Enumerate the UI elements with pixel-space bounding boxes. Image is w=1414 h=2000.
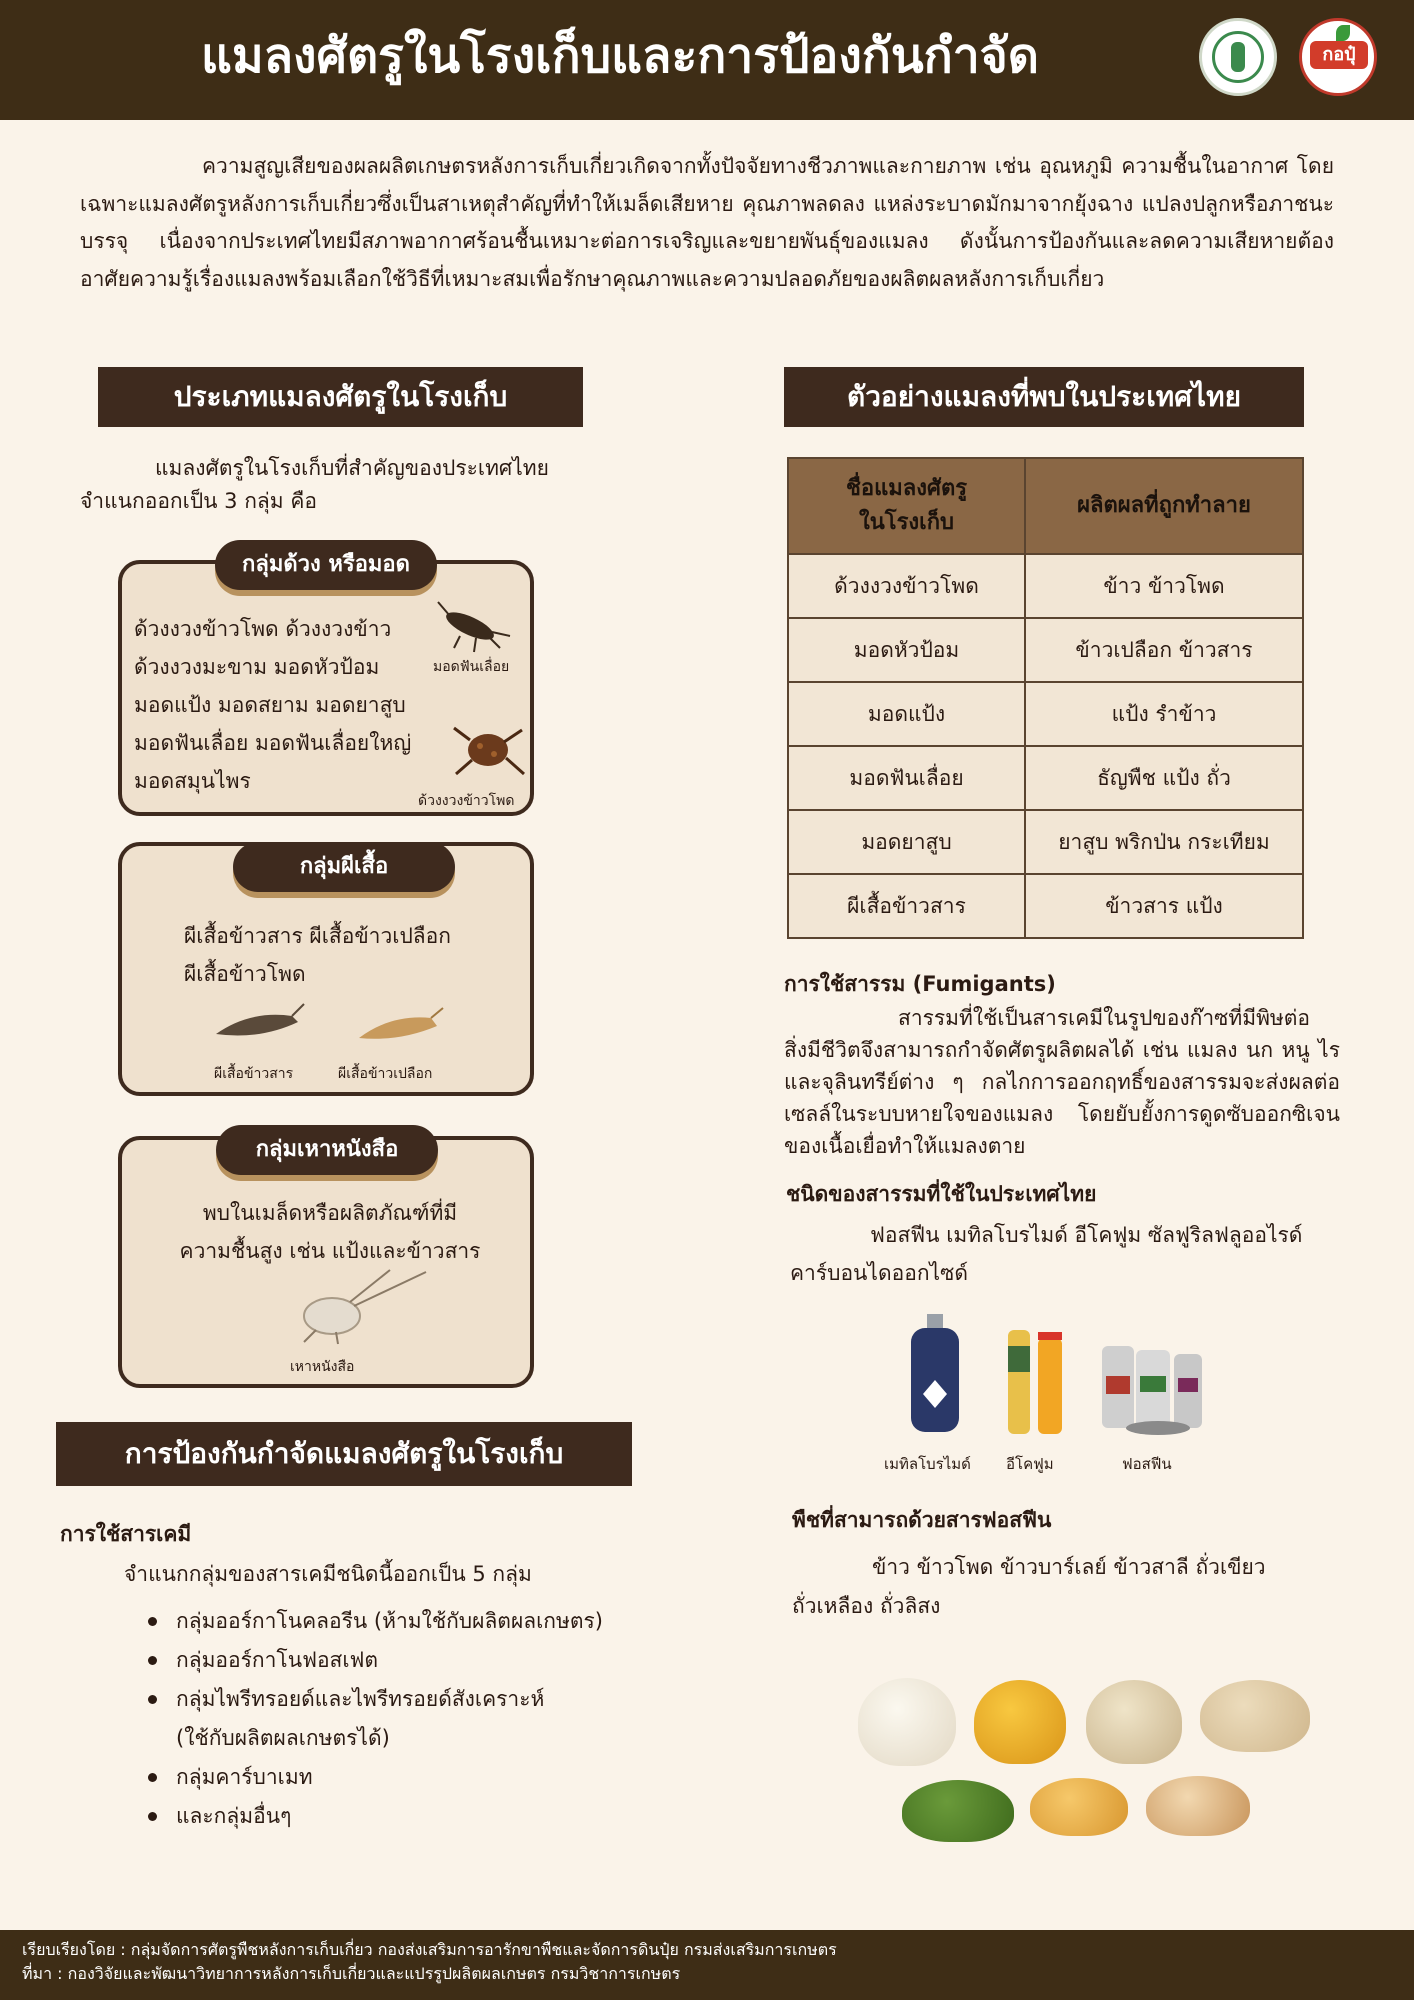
doa-logo [1199, 18, 1277, 96]
list-item: กลุ่มคาร์บาเมท [148, 1758, 603, 1797]
chemical-intro: จำแนกกลุ่มของสารเคมีชนิดนี้ออกเป็น 5 กลุ่ม [124, 1562, 532, 1586]
list-item: ผีเสื้อข้าวสาร ผีเสื้อข้าวเปลือก [184, 924, 451, 948]
booklice-group-list [150, 1194, 510, 1270]
booklice-group-title: กลุ่มเหาหนังสือ [216, 1125, 438, 1175]
footer-compiled-by: เรียบเรียงโดย : กลุ่มจัดการศัตรูพืชหลังการเก็บเกี่ยว กองส่งเสริมการอารักขาพืชและจัดการดินปุ๋ย กรมส่งเสริมการเกษตร [22, 1940, 837, 1959]
grain-moth-caption: ผีเสื้อข้าวเปลือก [338, 1066, 433, 1082]
moth-group-title: กลุ่มผีเสื้อ [233, 842, 455, 892]
list-item: ด้วงงวงมะขาม มอดหัวป้อม [134, 655, 380, 679]
soybean-pile-image [1030, 1778, 1128, 1836]
sawtoothed-beetle-image [430, 596, 514, 656]
agency-logo [1299, 18, 1377, 96]
rice-pile-image [858, 1678, 956, 1766]
list-item: มอดฟันเลื่อย มอดฟันเลื่อยใหญ่ [134, 731, 412, 755]
weevil-group-title: กลุ่มด้วง หรือมอด [215, 540, 437, 590]
header-bar [0, 0, 1414, 120]
prevention-section-title: การป้องกันกำจัดแมลงศัตรูในโรงเก็บ [56, 1422, 632, 1486]
phosphine-caption: ฟอสฟีน [1122, 1455, 1172, 1473]
table-row: ผีเสื้อข้าวสาร ข้าวสาร แป้ง [788, 874, 1303, 938]
weevil-group-list [134, 610, 454, 800]
list-item-continuation: (ใช้กับผลิตผลเกษตรได้) [176, 1726, 390, 1750]
page-title: แมลงศัตรูในโรงเก็บและการป้องกันกำจัด [201, 28, 1039, 84]
agency-logo-text: กอปุ๋ [1310, 41, 1368, 69]
barley-pile-image [1086, 1680, 1182, 1764]
chemical-heading: การใช้สารเคมี [60, 1522, 192, 1546]
ecofume-cylinder-image [1004, 1316, 1066, 1436]
fumigable-crops-text: ข้าว ข้าวโพด ข้าวบาร์เลย์ ข้าวสาลี ถั่วเขียว ถั่วเหลือง ถั่วลิสง [792, 1555, 1266, 1618]
pest-table [787, 457, 1304, 939]
list-item: กลุ่มไพรีทรอยด์และไพรีทรอยด์สังเคราะห์ [148, 1680, 603, 1719]
fumigant-heading: การใช้สารรม (Fumigants) [784, 972, 1056, 996]
table-row: มอดหัวป้อม ข้าวเปลือก ข้าวสาร [788, 618, 1303, 682]
corn-pile-image [974, 1680, 1066, 1764]
types-line-2: จำแนกออกเป็น 3 กลุ่ม คือ [80, 489, 317, 513]
table-row: ด้วงงวงข้าวโพด ข้าว ข้าวโพด [788, 554, 1303, 618]
list-item: และกลุ่มอื่นๆ [148, 1797, 603, 1836]
mungbean-pile-image [902, 1780, 1014, 1842]
intro-paragraph: ความสูญเสียของผลผลิตเกษตรหลังการเก็บเกี่ยวเกิดจากทั้งปัจจัยทางชีวภาพและกายภาพ เช่น อุณหภูมิ ความชื้นในอากาศ โดยเฉพาะแมลงศัตรูหลังการเก็บเกี่ยวซึ่งเป็นสาเหตุสำคัญที่ทำให้เมล็ดเสียหาย คุณภาพลดลง แหล่งระบาดมักมาจากยุ้งฉาง แปลงปลูกหรือภาชนะบรรจุ เนื่องจากประเทศไทยมีสภาพอากาศร้อนชื้นเหมาะต่อการเจริญและขยายพันธุ์ของแมลง ดังนั้นการป้องกันและลดความเสียหายต้องอาศัยความรู้เรื่องแมลงพร้อมเลือกใช้วิธีที่เหมาะสมเพื่อรักษาคุณภาพและความปลอดภัยของผลิตผลหลังการเก็บเกี่ยว [80, 154, 1334, 291]
footer-bar [0, 1930, 1414, 2000]
types-line-1: แมลงศัตรูในโรงเก็บที่สำคัญของประเทศไทย [155, 456, 549, 480]
list-item: มอดแป้ง มอดสยาม มอดยาสูบ [134, 693, 406, 717]
fumigant-types-text: ฟอสฟีน เมทิลโบรไมด์ อีโคฟูม ซัลฟูริลฟลูออไรด์ คาร์บอนไดออกไซด์ [790, 1223, 1303, 1285]
list-item: กลุ่มออร์กาโนฟอสเฟต [148, 1641, 603, 1680]
list-item: ด้วงงวงข้าวโพด ด้วงงวงข้าว [134, 617, 392, 641]
fumigant-text: สารรมที่ใช้เป็นสารเคมีในรูปของก๊าซที่มีพิษต่อ สิ่งมีชีวิตจึงสามารถกำจัดศัตรูผลิตผลได้ เช่น แมลง นก หนู ไร และจุลินทรีย์ต่าง ๆ กลไกการออกฤทธิ์ของสารรมจะส่งผลต่อเซลล์ในระบบหายใจของแมลง โดยยับยั้งการดูดซับออกซิเจนของเนื้อเยื่อทำให้แมลงตาย [784, 1006, 1340, 1158]
list-item: กลุ่มออร์กาโนคลอรีน (ห้ามใช้กับผลิตผลเกษตร) [148, 1602, 603, 1641]
maize-weevil-caption: ด้วงงวงข้าวโพด [418, 793, 515, 809]
rice-moth-caption: ผีเสื้อข้าวสาร [214, 1066, 294, 1082]
table-row: มอดยาสูบ ยาสูบ พริกป่น กระเทียม [788, 810, 1303, 874]
list-item: มอดสมุนไพร [134, 769, 251, 793]
list-item: ผีเสื้อข้าวโพด [184, 962, 306, 986]
methyl-bromide-cylinder-image [905, 1310, 965, 1436]
moth-group-list [184, 917, 504, 993]
wheat-pile-image [1200, 1680, 1310, 1752]
table-row: มอดฟันเลื่อย ธัญพืช แป้ง ถั่ว [788, 746, 1303, 810]
col-header-product: ผลิตผลที่ถูกทำลาย [1025, 458, 1303, 554]
footer-source: ที่มา : กองวิจัยและพัฒนาวิทยาการหลังการเก็บเกี่ยวและแปรรูปผลิตผลเกษตร กรมวิชาการเกษตร [22, 1964, 681, 1983]
list-item: พบในเมล็ดหรือผลิตภัณฑ์ที่มี [202, 1201, 458, 1225]
booklouse-caption: เหาหนังสือ [290, 1359, 355, 1375]
booklouse-image [280, 1266, 430, 1346]
table-row: มอดแป้ง แป้ง รำข้าว [788, 682, 1303, 746]
examples-section-title: ตัวอย่างแมลงที่พบในประเทศไทย [784, 367, 1304, 427]
grain-moth-image [355, 1000, 445, 1050]
maize-weevil-image [446, 718, 530, 782]
ecofume-caption: อีโคฟูม [1006, 1455, 1054, 1473]
fumigable-crops-heading: พืชที่สามารถด้วยสารฟอสฟีน [792, 1508, 1052, 1532]
col-header-pest: ชื่อแมลงศัตรู ในโรงเก็บ [788, 458, 1025, 554]
chemical-group-list [148, 1602, 603, 1836]
peanut-pile-image [1146, 1776, 1250, 1836]
methyl-bromide-caption: เมทิลโบรไมด์ [884, 1455, 971, 1473]
list-item: ความชื้นสูง เช่น แป้งและข้าวสาร [179, 1239, 481, 1263]
rice-moth-image [210, 1000, 306, 1050]
types-intro [80, 452, 600, 518]
table-header-row [788, 458, 1303, 554]
sawtoothed-beetle-caption: มอดฟันเลื่อย [433, 659, 510, 675]
types-section-title: ประเภทแมลงศัตรูในโรงเก็บ [98, 367, 583, 427]
phosphine-containers-image [1098, 1336, 1208, 1436]
fumigant-types-heading: ชนิดของสารรมที่ใช้ในประเทศไทย [786, 1182, 1097, 1206]
